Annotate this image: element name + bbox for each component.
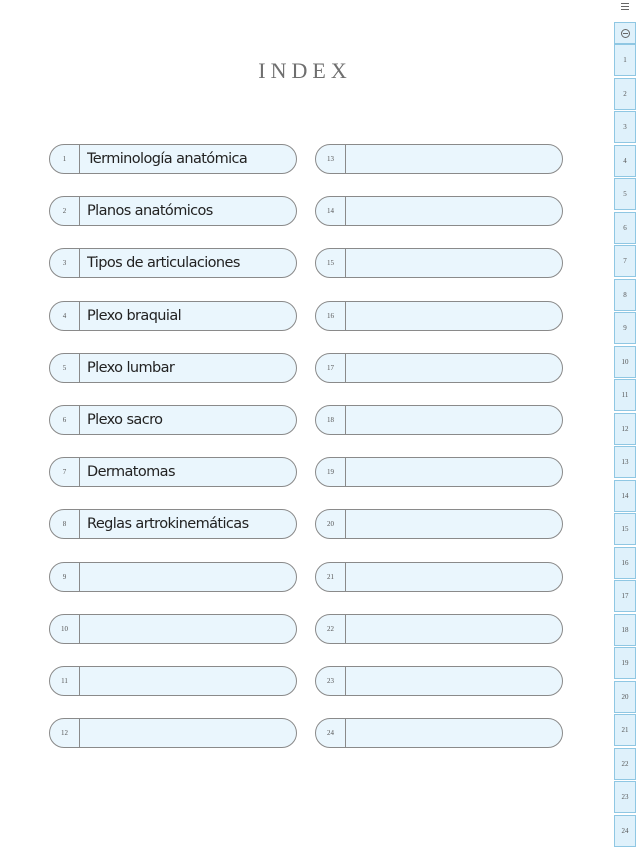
index-entry[interactable] (315, 718, 563, 748)
tab-page-20[interactable]: 20 (614, 681, 636, 713)
tab-page-11[interactable]: 11 (614, 379, 636, 411)
tab-page-19[interactable]: 19 (614, 647, 636, 679)
entry-number: 17 (316, 354, 346, 382)
page-title: INDEX (258, 58, 352, 83)
entry-number: 18 (316, 406, 346, 434)
index-entry[interactable] (315, 666, 563, 696)
entry-number: 9 (50, 563, 80, 591)
entry-title: Reglas artrokinemáticas (87, 516, 249, 533)
index-entry[interactable] (315, 301, 563, 331)
index-entry[interactable] (315, 196, 563, 226)
entry-number: 19 (316, 458, 346, 486)
index-entry[interactable] (49, 353, 297, 383)
entry-number: 16 (316, 302, 346, 330)
entry-title: Plexo sacro (87, 411, 163, 428)
tab-page-6[interactable]: 6 (614, 212, 636, 244)
index-entry[interactable] (315, 405, 563, 435)
index-entry[interactable] (49, 457, 297, 487)
entry-title: Dermatomas (87, 464, 175, 481)
index-entry[interactable] (49, 301, 297, 331)
tab-page-17[interactable]: 17 (614, 580, 636, 612)
entry-title: Terminología anatómica (87, 151, 248, 167)
entry-number: 21 (316, 563, 346, 591)
index-entry[interactable] (315, 353, 563, 383)
index-entry[interactable] (49, 718, 297, 748)
index-entry[interactable] (49, 196, 297, 226)
index-entry[interactable] (315, 457, 563, 487)
index-entry[interactable] (49, 405, 297, 435)
entry-number: 7 (50, 458, 80, 486)
entry-title (353, 563, 556, 591)
tab-home[interactable] (614, 22, 636, 44)
entry-title: Plexo lumbar (87, 359, 175, 376)
entry-number: 13 (316, 145, 346, 173)
tab-page-18[interactable]: 18 (614, 614, 636, 646)
entry-number: 15 (316, 249, 346, 277)
tab-page-5[interactable]: 5 (614, 178, 636, 210)
index-entry[interactable] (49, 248, 297, 278)
tab-page-24[interactable]: 24 (614, 815, 636, 847)
entry-title (87, 563, 290, 591)
entry-number: 22 (316, 615, 346, 643)
entry-number: 24 (316, 719, 346, 747)
index-entry[interactable] (315, 614, 563, 644)
entry-number: 6 (50, 406, 80, 434)
entry-number: 3 (50, 249, 80, 277)
entry-title (353, 197, 556, 225)
entry-number: 1 (50, 145, 80, 173)
entry-title (87, 719, 290, 747)
entry-title (353, 510, 556, 538)
tab-page-7[interactable]: 7 (614, 245, 636, 277)
tab-page-15[interactable]: 15 (614, 513, 636, 545)
index-entry[interactable] (49, 614, 297, 644)
tab-page-16[interactable]: 16 (614, 547, 636, 579)
entry-title: Planos anatómicos (87, 203, 213, 220)
tab-page-3[interactable]: 3 (614, 111, 636, 143)
tab-page-2[interactable]: 2 (614, 78, 636, 110)
entry-title (353, 354, 556, 382)
index-entry[interactable] (315, 509, 563, 539)
tab-page-22[interactable]: 22 (614, 748, 636, 780)
entry-number: 12 (50, 719, 80, 747)
entry-number: 8 (50, 510, 80, 538)
entry-number: 2 (50, 197, 80, 225)
entry-title (353, 145, 556, 173)
index-entry[interactable] (315, 562, 563, 592)
entry-number: 5 (50, 354, 80, 382)
entry-title (353, 406, 556, 434)
entry-number: 10 (50, 615, 80, 643)
tab-page-14[interactable]: 14 (614, 480, 636, 512)
entry-title (353, 667, 556, 695)
tab-page-13[interactable]: 13 (614, 446, 636, 478)
tab-page-21[interactable]: 21 (614, 714, 636, 746)
entry-title (353, 615, 556, 643)
entry-title (87, 615, 290, 643)
tab-page-10[interactable]: 10 (614, 346, 636, 378)
tab-page-4[interactable]: 4 (614, 145, 636, 177)
entry-title: Plexo braquial (87, 307, 182, 324)
index-entry[interactable] (49, 562, 297, 592)
tab-page-12[interactable]: 12 (614, 413, 636, 445)
tab-page-9[interactable]: 9 (614, 312, 636, 344)
entry-title (353, 458, 556, 486)
entry-title (87, 667, 290, 695)
entry-title (353, 719, 556, 747)
tab-page-23[interactable]: 23 (614, 781, 636, 813)
entry-title (353, 302, 556, 330)
tab-page-8[interactable]: 8 (614, 279, 636, 311)
home-circle-icon (621, 29, 630, 38)
entry-number: 20 (316, 510, 346, 538)
index-entry[interactable] (49, 666, 297, 696)
index-entry[interactable] (315, 144, 563, 174)
entry-number: 4 (50, 302, 80, 330)
entry-title (353, 249, 556, 277)
entry-title: Tipos de articulaciones (87, 255, 240, 272)
index-entry[interactable] (49, 144, 297, 174)
entry-number: 23 (316, 667, 346, 695)
entry-number: 14 (316, 197, 346, 225)
index-entry[interactable] (315, 248, 563, 278)
index-column-right (315, 144, 563, 770)
tab-sidebar (614, 0, 636, 848)
tab-page-1[interactable]: 1 (614, 44, 636, 76)
hamburger-menu-icon[interactable] (621, 3, 629, 10)
entry-number: 11 (50, 667, 80, 695)
index-column-left (49, 144, 297, 770)
index-entry[interactable] (49, 509, 297, 539)
